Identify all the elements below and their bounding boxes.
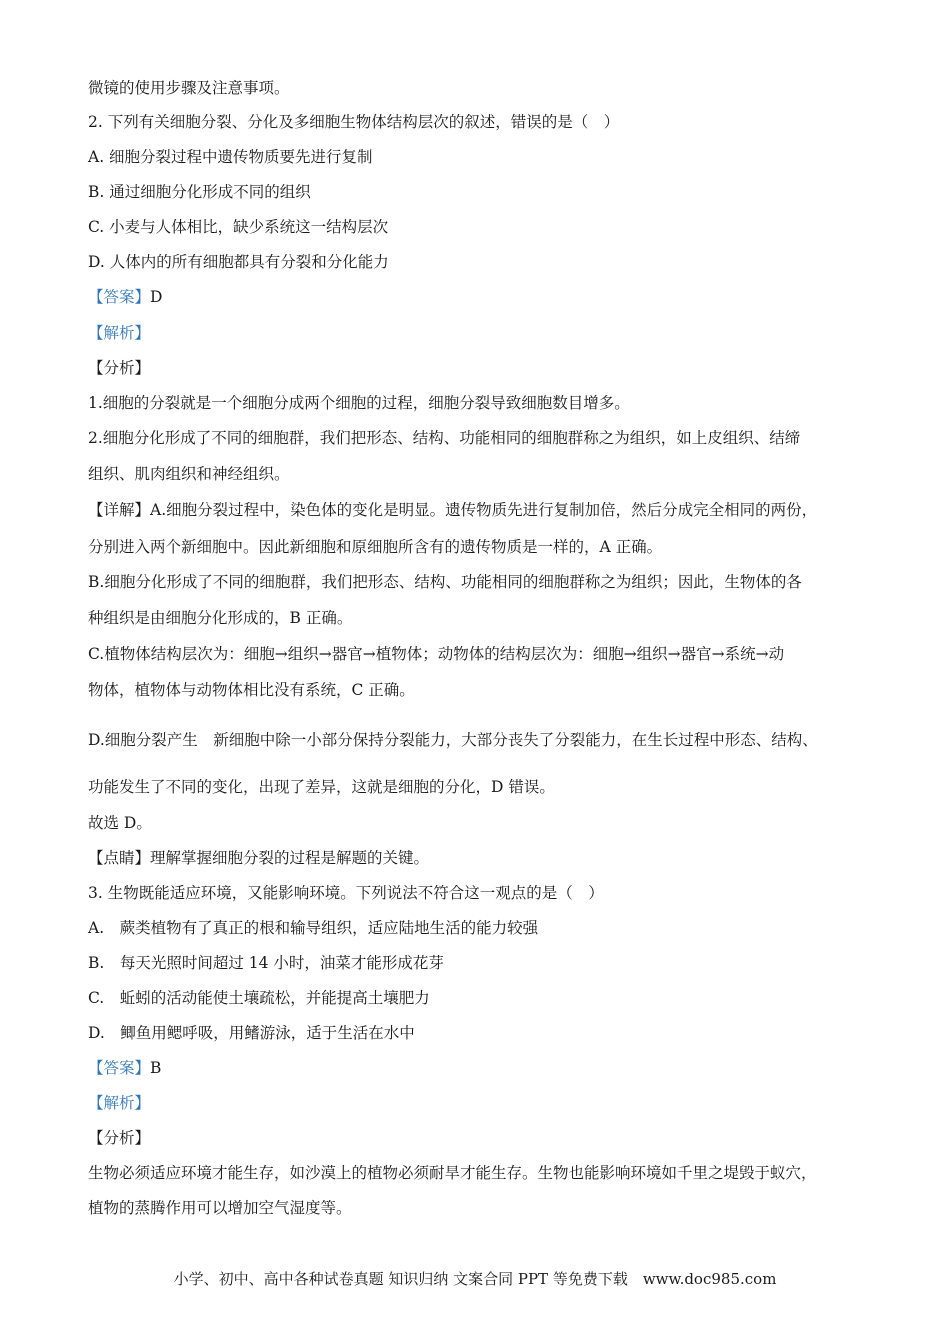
question-3-fenxi-1a: 生物必须适应环境才能生存，如沙漠上的植物必须耐旱才能生存。生物也能影响环境如千里之堤毁于蚁穴， <box>88 1164 817 1182</box>
question-2-detail-a2: 分别进入两个新细胞中。因此新细胞和原细胞所含有的遗传物质是一样的，A 正确。 <box>88 538 663 556</box>
question-2-detail-d1: D.细胞分裂产生 新细胞中除一小部分保持分裂能力，大部分丧失了分裂能力，在生长过程中形态、结构、 <box>88 731 818 749</box>
question-2-option-c: C. 小麦与人体相比，缺少系统这一结构层次 <box>88 218 389 236</box>
question-2-jiexi-tag: 【解析】 <box>88 324 151 342</box>
question-2-option-d: D. 人体内的所有细胞都具有分裂和分化能力 <box>88 253 389 271</box>
question-2-stem: 2. 下列有关细胞分裂、分化及多细胞生物体结构层次的叙述，错误的是（ ） <box>88 113 620 131</box>
question-2-fenxi-tag: 【分析】 <box>88 359 151 377</box>
answer-tag: 【答案】 <box>88 288 151 306</box>
question-2-dianjing: 【点睛】理解掌握细胞分裂的过程是解题的关键。 <box>88 849 430 867</box>
question-2-detail-b1: B.细胞分化形成了不同的细胞群，我们把形态、结构、功能相同的细胞群称之为组织；因此，生物体的各 <box>88 573 802 591</box>
question-2-detail-c1: C.植物体结构层次为：细胞→组织→器官→植物体；动物体的结构层次为：细胞→组织→器官→系统→动 <box>88 645 785 663</box>
question-2-detail-a1: 【详解】A.细胞分裂过程中，染色体的变化是明显。遗传物质先进行复制加倍，然后分成完全相同的两份， <box>88 501 818 519</box>
question-2-answer <box>88 287 162 307</box>
question-2-detail-c2: 物体，植物体与动物体相比没有系统，C 正确。 <box>88 681 415 699</box>
question-2-option-b: B. 通过细胞分化形成不同的组织 <box>88 183 311 201</box>
answer-value: B <box>150 1059 162 1077</box>
question-2-detail-d2: 功能发生了不同的变化，出现了差异，这就是细胞的分化，D 错误。 <box>88 778 555 796</box>
answer-tag: 【答案】 <box>88 1059 151 1077</box>
page-footer: 小学、初中、高中各种试卷真题 知识归纳 文案合同 PPT 等免费下载 www.doc985.com <box>173 1270 777 1288</box>
question-3-answer <box>88 1058 161 1078</box>
question-3-fenxi-1b: 植物的蒸腾作用可以增加空气湿度等。 <box>88 1199 352 1217</box>
question-3-option-d: D. 鲫鱼用鳃呼吸，用鳍游泳，适于生活在水中 <box>88 1024 415 1042</box>
question-2-detail-b2: 种组织是由细胞分化形成的，B 正确。 <box>88 609 353 627</box>
answer-value: D <box>150 288 163 306</box>
question-3-option-b: B. 每天光照时间超过 14 小时，油菜才能形成花芽 <box>88 954 444 972</box>
q1-tail-text: 微镜的使用步骤及注意事项。 <box>88 79 290 97</box>
question-3-jiexi-tag: 【解析】 <box>88 1094 151 1112</box>
question-2-option-a: A. 细胞分裂过程中遗传物质要先进行复制 <box>88 148 373 166</box>
question-2-fenxi-2b: 组织、肌肉组织和神经组织。 <box>88 465 290 483</box>
question-3-option-c: C. 蚯蚓的活动能使土壤疏松，并能提高土壤肥力 <box>88 989 430 1007</box>
question-2-choose: 故选 D。 <box>88 814 152 832</box>
question-3-option-a: A. 蕨类植物有了真正的根和输导组织，适应陆地生活的能力较强 <box>88 919 539 937</box>
question-3-stem: 3. 生物既能适应环境，又能影响环境。下列说法不符合这一观点的是（ ） <box>88 884 604 902</box>
question-2-fenxi-2a: 2.细胞分化形成了不同的细胞群，我们把形态、结构、功能相同的细胞群称之为组织，如上皮组织、结缔 <box>88 429 801 447</box>
question-2-fenxi-1: 1.细胞的分裂就是一个细胞分成两个细胞的过程，细胞分裂导致细胞数目增多。 <box>88 394 630 412</box>
question-3-fenxi-tag: 【分析】 <box>88 1129 151 1147</box>
